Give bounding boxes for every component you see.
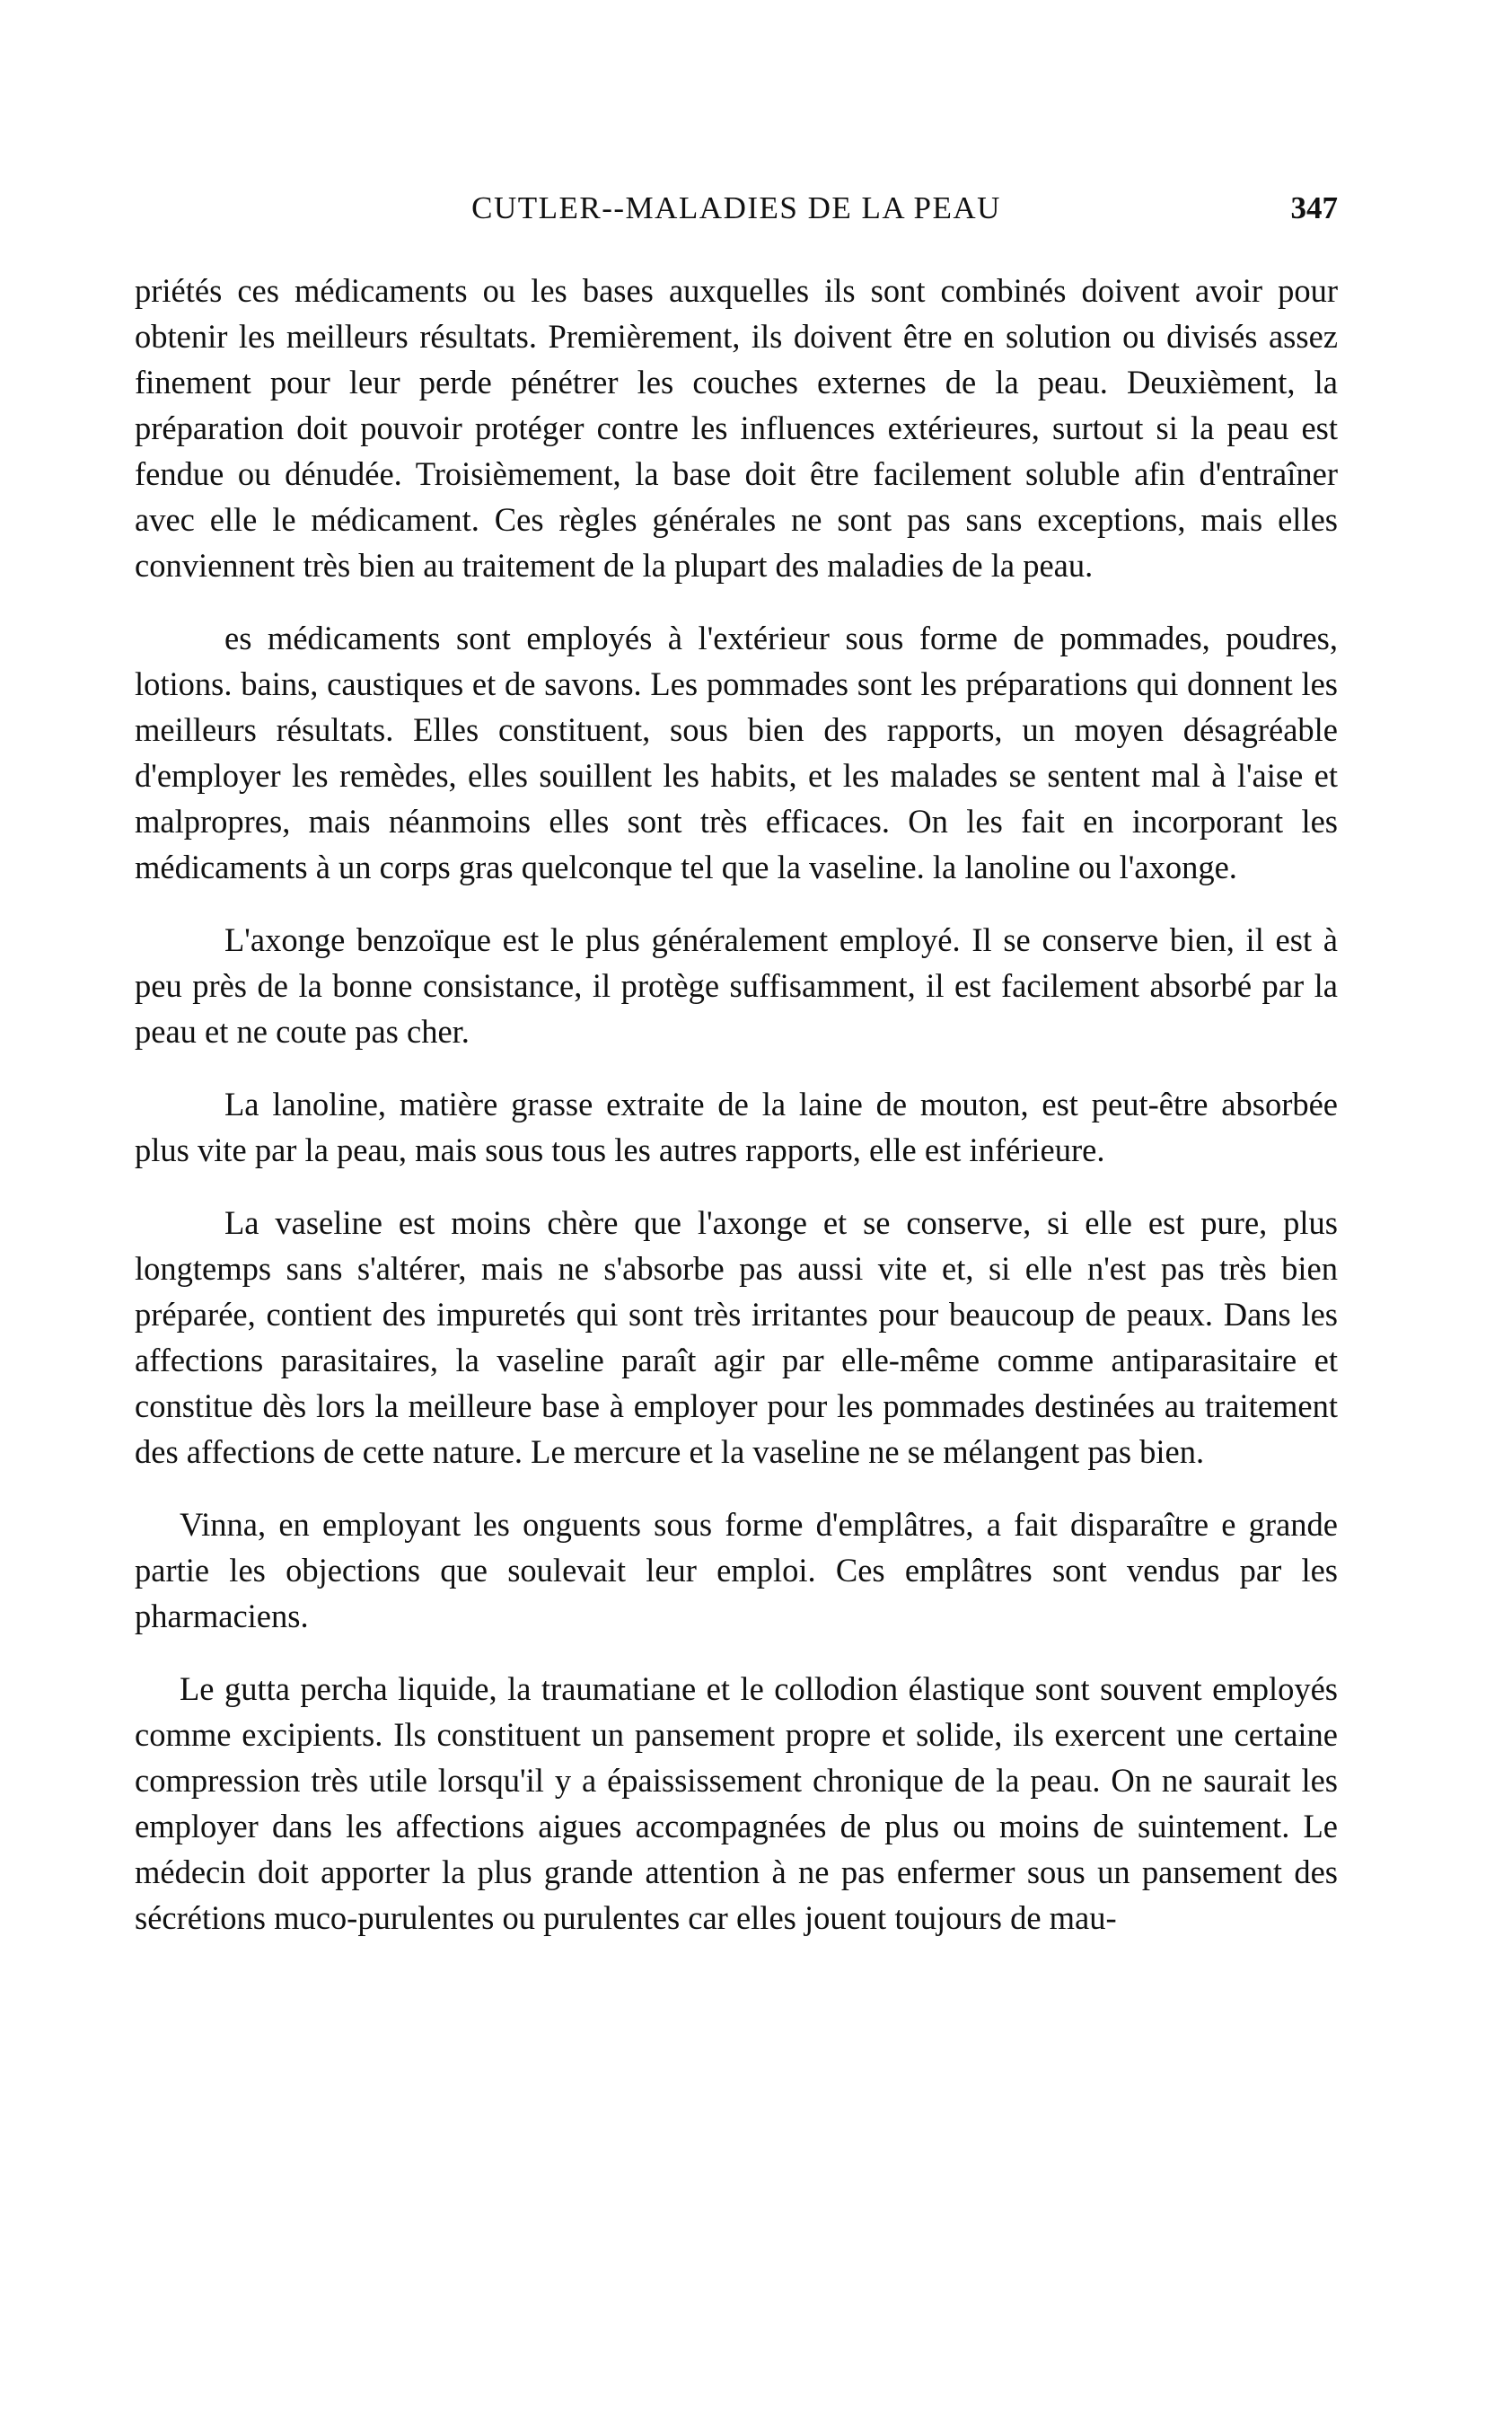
page-number: 347 bbox=[1290, 190, 1338, 225]
body-text bbox=[135, 268, 1338, 1968]
page-header bbox=[135, 190, 1338, 235]
running-title: CUTLER--MALADIES DE LA PEAU bbox=[471, 190, 1001, 225]
paragraph-2: es médicaments sont employés à l'extérieur sous forme de pommades, poudres, lotions. bains, caustiques et de savons. Les pommades sont les préparations qui donnent les meilleurs résultats. Elles constituent, sous bien des rapports, un moyen désagréable d'employer les remèdes, elles souillent les habits, et les malades se sentent mal à l'aise et malpropres, mais néanmoins elles sont très efficaces. On les fait en incorporant les médicaments à un corps gras quelconque tel que la vaseline. la lanoline ou l'axonge. bbox=[135, 620, 1338, 885]
paragraph-4: La lanoline, matière grasse extraite de la laine de mouton, est peut-être absorbée plus vite par la peau, mais sous tous les autres rapports, elle est inférieure. bbox=[135, 1086, 1338, 1168]
paragraph-5: La vaseline est moins chère que l'axonge et se conserve, si elle est pure, plus longtemps sans s'altérer, mais ne s'absorbe pas aussi vite et, si elle n'est pas très bien préparée, contient des impuretés qui sont très irritantes pour beaucoup de peaux. Dans les affections parasitaires, la vaseline paraît agir par elle-même comme antiparasitaire et constitue dès lors la meilleure base à employer pour les pommades destinées au traitement des affections de cette nature. Le mercure et la vaseline ne se mélangent pas bien. bbox=[135, 1204, 1338, 1470]
paragraph-7: Le gutta percha liquide, la traumatiane et le collodion élastique sont souvent employés comme excipients. Ils constituent un pansement propre et solide, ils exercent une certaine compression très utile lorsqu'il y a épaississement chronique de la peau. On ne saurait les employer dans les affections aigues accompagnées de plus ou moins de suintement. Le médecin doit apporter la plus grande attention à ne pas enfermer sous un pansement des sécrétions muco-purulentes ou purulentes car elles jouent toujours de mau- bbox=[135, 1670, 1338, 1936]
paragraph-3: L'axonge benzoïque est le plus généralement employé. Il se conserve bien, il est à peu près de la bonne consistance, il protège suffisamment, il est facilement absorbé par la peau et ne coute pas cher. bbox=[135, 921, 1338, 1050]
paragraph-1: priétés ces médicaments ou les bases auxquelles ils sont combinés doivent avoir pour obtenir les meilleurs résultats. Premièrement, ils doivent être en solution ou divisés assez finement pour leur perde pénétrer les couches externes de la peau. Deuxièment, la préparation doit pouvoir protéger contre les influences extérieures, surtout si la peau est fendue ou dénudée. Troisièmement, la base doit être facilement soluble afin d'entraîner avec elle le médicament. Ces règles générales ne sont pas sans exceptions, mais elles conviennent très bien au traitement de la plupart des maladies de la peau. bbox=[135, 272, 1338, 584]
paragraph-6: Vinna, en employant les onguents sous forme d'emplâtres, a fait disparaître e grande partie les objections que soulevait leur emploi. Ces emplâtres sont vendus par les pharmaciens. bbox=[135, 1506, 1338, 1634]
